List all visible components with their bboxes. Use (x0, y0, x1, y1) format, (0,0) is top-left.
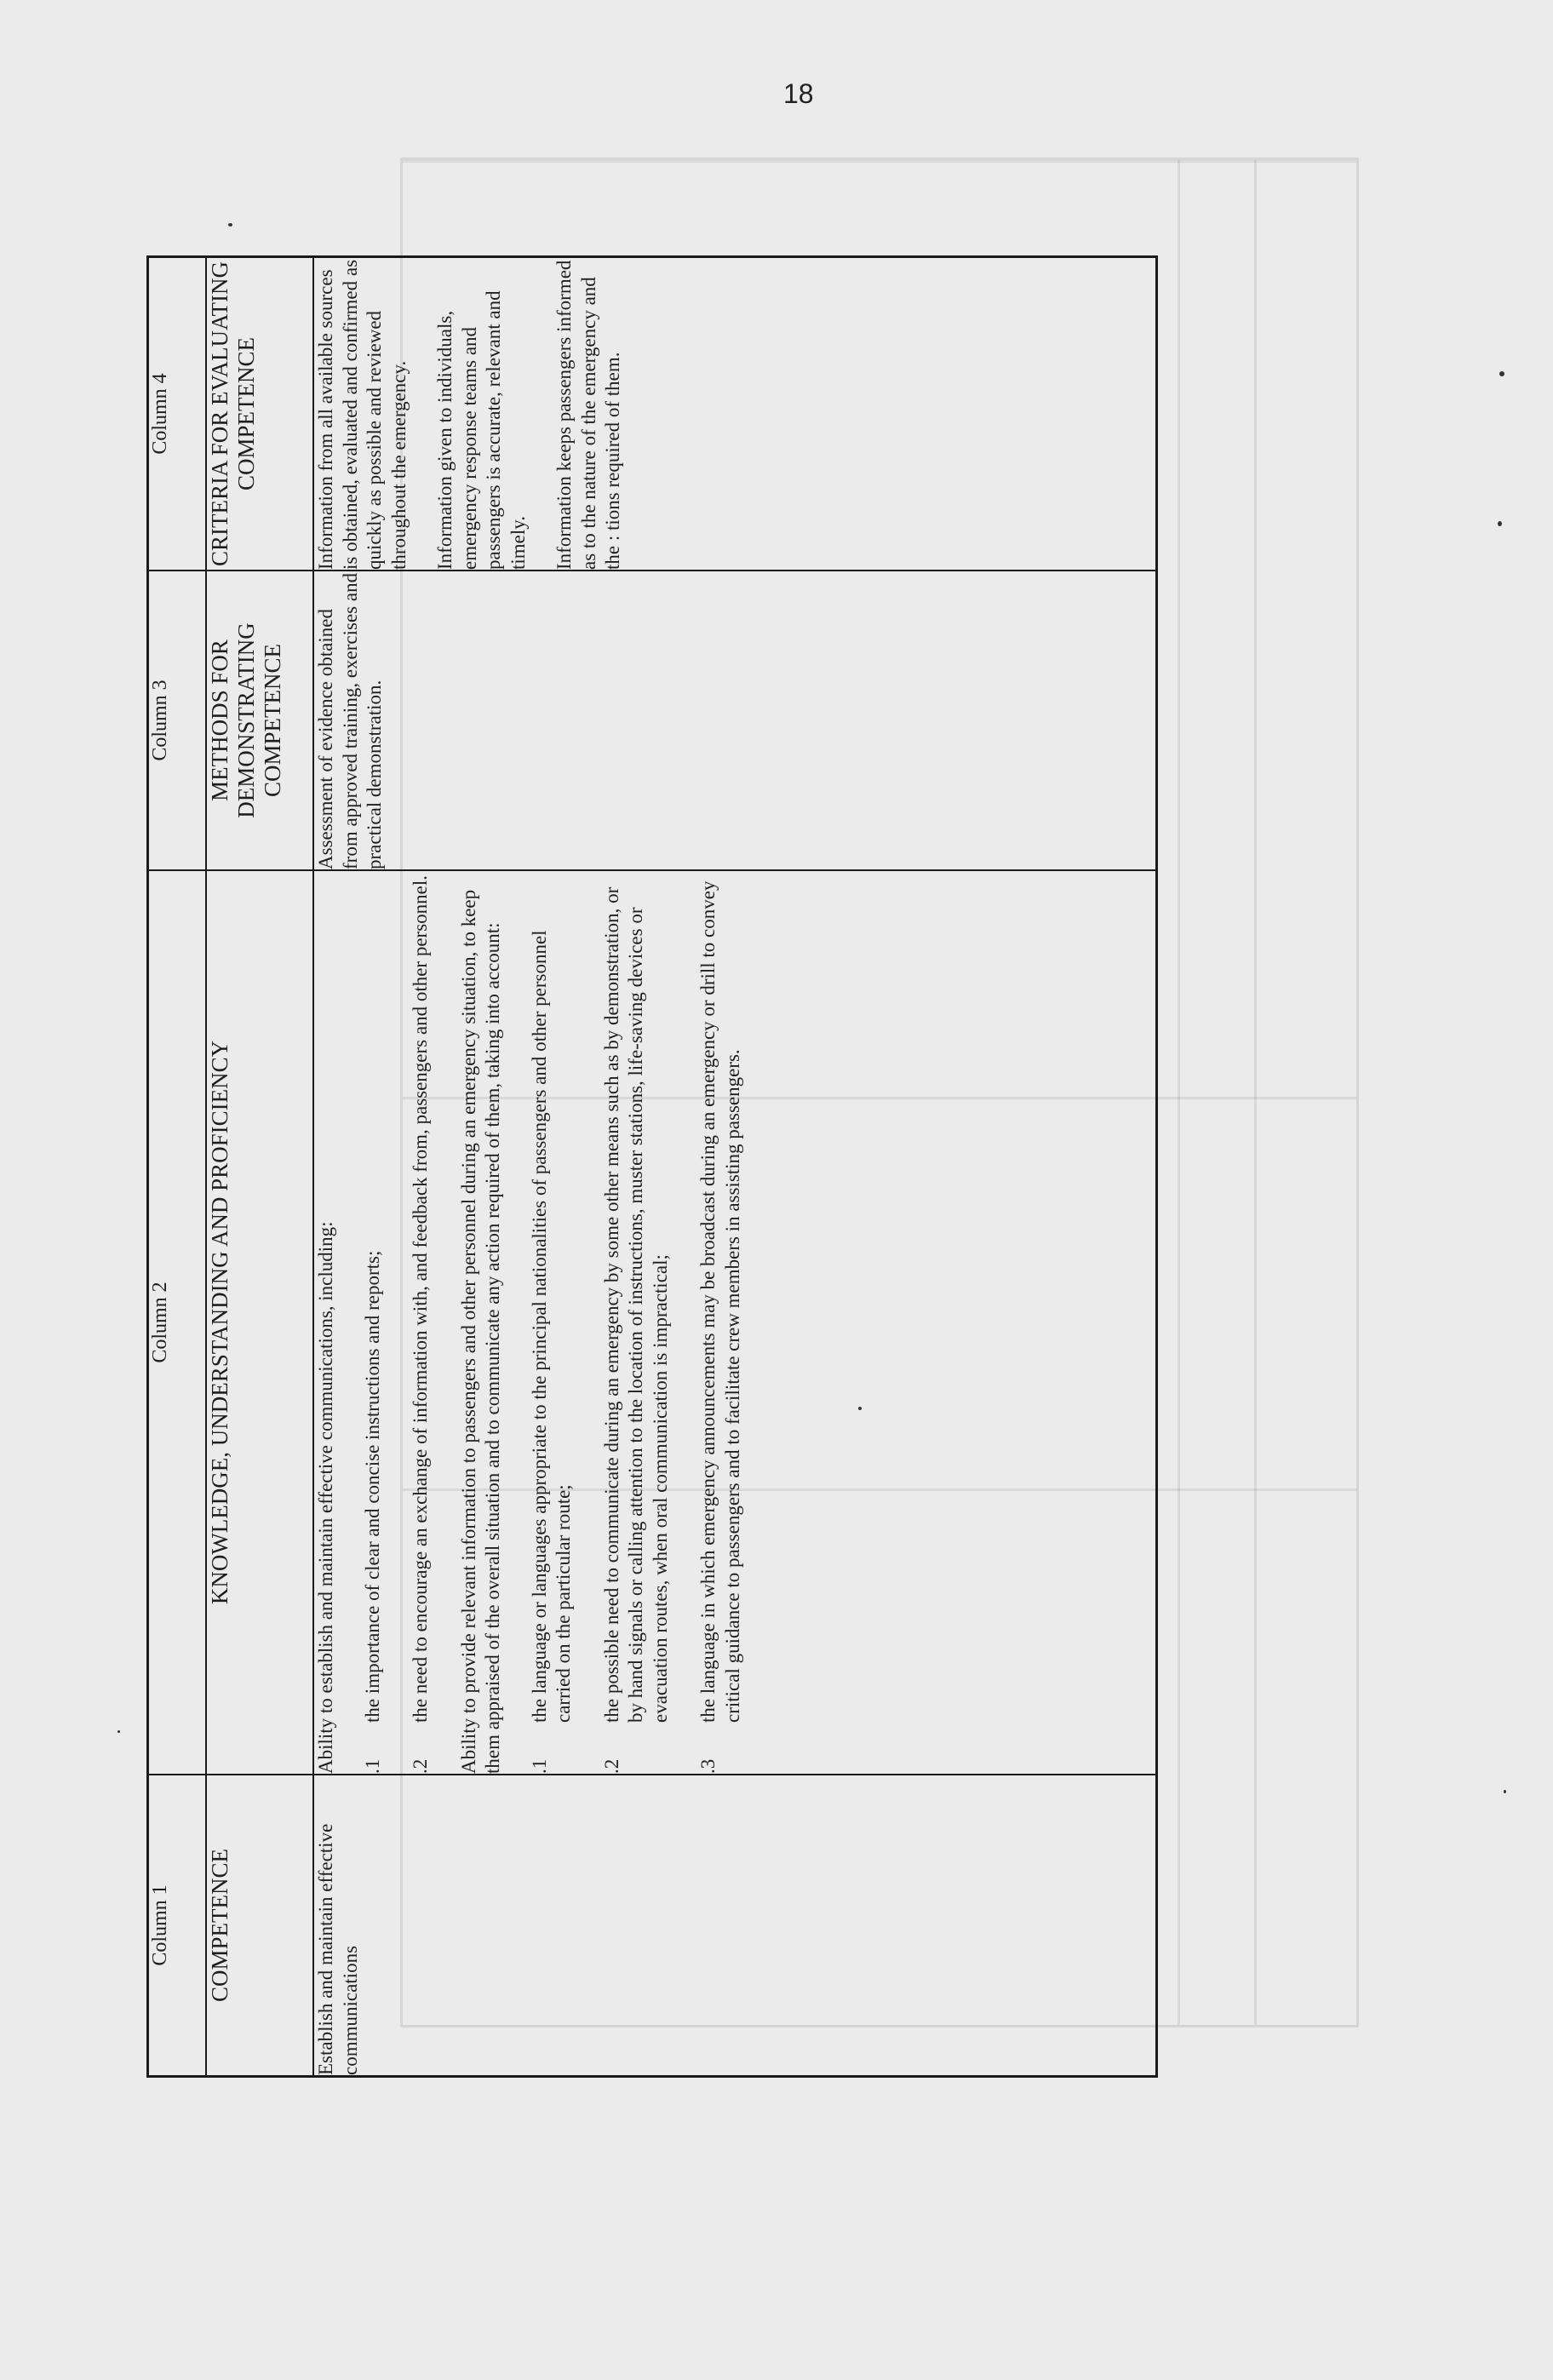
list-item-number: .1 (361, 1758, 383, 1774)
knowledge-cell (313, 870, 1157, 1775)
list-item-number: .1 (528, 1758, 550, 1774)
criteria-text: Information given to individuals, emergency response teams and passengers is accurate, relevant and timely. (434, 290, 529, 570)
criteria-text: Information from all available sources is obtained, evaluated and confirmed as quickly as possible and reviewed throughout the emergency. (315, 259, 410, 570)
knowledge-intro: Ability to provide relevant information to passengers and other personnel during an emergency situation, to keep them appraised of the overall situation and to communicate any action required of them, taking into account: (457, 889, 503, 1774)
list-item-text: the need to encourage an exchange of information with, and feedback from, passengers and other personnel. (410, 875, 431, 1723)
list-item-number: .3 (697, 1758, 719, 1774)
column-number: Column 3 (148, 571, 207, 870)
column-header: METHODS FOR DEMONSTRATING COMPETENCE (206, 571, 313, 870)
list-item-text: the importance of clear and concise instructions and reports; (361, 1250, 383, 1723)
column-header: COMPETENCE (206, 1775, 313, 2077)
list-item (696, 871, 745, 1774)
column-header: KNOWLEDGE, UNDERSTANDING AND PROFICIENCY (206, 870, 313, 1775)
page-number: 18 (783, 78, 814, 109)
list-item (361, 871, 386, 1774)
list-item (409, 871, 433, 1774)
table-row (313, 257, 1157, 2077)
competence-table (146, 255, 1158, 2078)
list-item (528, 871, 576, 1774)
list-item-number: .2 (600, 1758, 622, 1774)
knowledge-intro: Ability to establish and maintain effective communications, including: (315, 1221, 336, 1774)
list-item-text: the language in which emergency announcements may be broadcast during an emergency or drill to convey critical guidance to passengers and to facilitate crew members in assisting passengers. (697, 880, 743, 1723)
methods-text: Assessment of evidence obtained from approved training, exercises and practical demonstration. (315, 572, 385, 869)
methods-cell (313, 571, 1157, 870)
column-number: Column 2 (148, 870, 207, 1775)
scan-speck (117, 1730, 120, 1733)
criteria-text: Information keeps passengers informed as to the nature of the emergency and the : tions required of them. (553, 260, 623, 570)
column-header: CRITERIA FOR EVALUATING COMPETENCE (206, 257, 313, 571)
list-item-text: the possible need to communicate during an emergency by some other means such as by demonstration, or by hand signals or calling attention to the location of instructions, muster stations, life-saving devices or evacuation routes, when oral communication is impractical; (600, 886, 671, 1723)
column-header-row (206, 257, 313, 2077)
competence-cell (313, 1775, 1157, 2077)
column-number: Column 4 (148, 257, 207, 571)
scan-speck (1498, 521, 1502, 526)
competence-text: Establish and maintain effective communications (315, 1823, 361, 2075)
scan-speck (1504, 1790, 1506, 1793)
criteria-cell (313, 257, 1157, 571)
list-item-number: .2 (410, 1758, 431, 1774)
scan-speck (228, 223, 232, 227)
scan-speck (1499, 371, 1504, 376)
column-number: Column 1 (148, 1775, 207, 2077)
list-item (600, 871, 673, 1774)
rotated-competence-table (146, 255, 1158, 2078)
list-item-text: the language or languages appropriate to the principal nationalities of passengers and other personnel carried on the particular route; (528, 930, 574, 1723)
column-number-row (148, 257, 207, 2077)
